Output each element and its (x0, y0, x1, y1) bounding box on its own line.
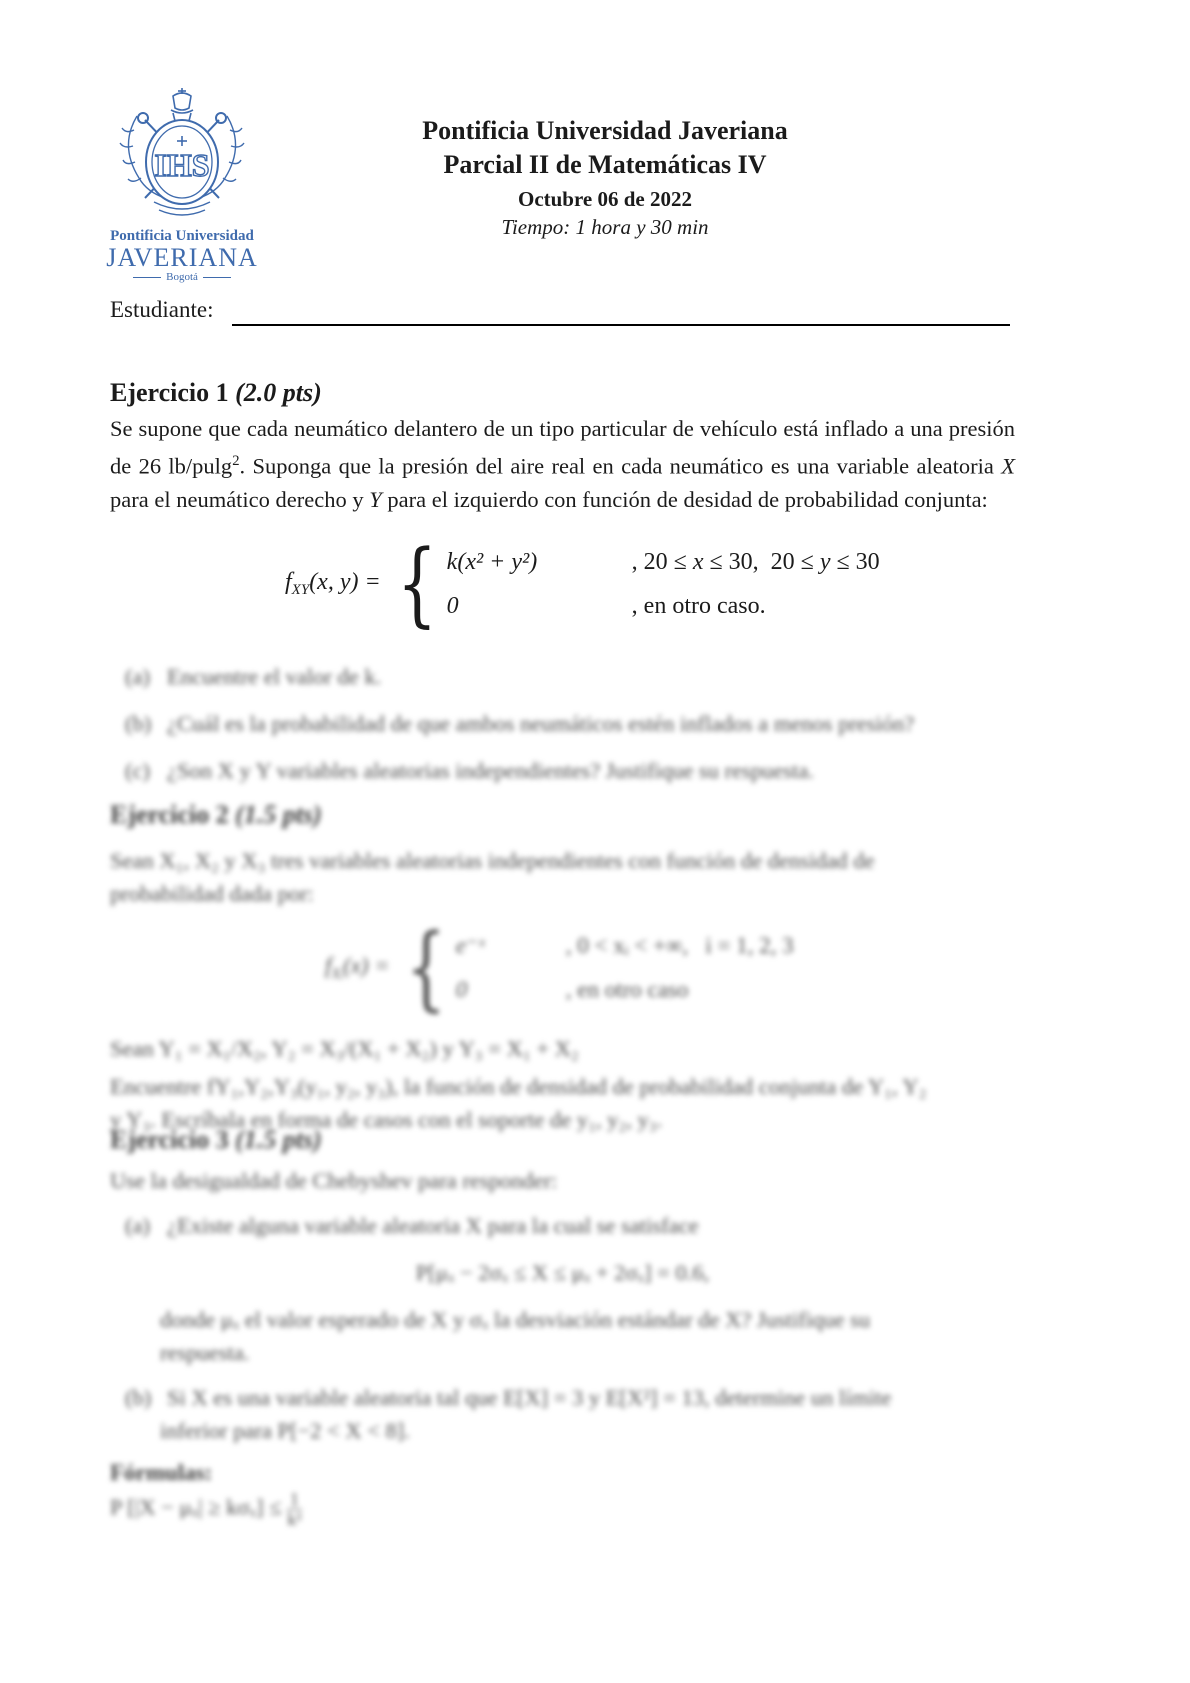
case1-value: k(x² + y²) (446, 548, 538, 575)
cond-var-y: y (819, 548, 831, 575)
exercise2-statement-line1: Sean X₁, X₂ y X₃ tres variables aleatorias independientes con función de densidad de (110, 848, 875, 873)
case2-condition: , en otro caso (565, 977, 689, 1002)
exercise1-item-b (125, 707, 1015, 740)
exercise2-points: (1.5 pts) (235, 800, 322, 829)
case-row-2 (447, 586, 880, 626)
joint-density-formula: $f_{XY}(x$, y) = { k(x² + y²) , 20 ≤ x ≤ 30, 20 ≤ y ≤ 30 0 , en otro caso. (285, 529, 880, 637)
exercise1-item-a (125, 660, 1015, 693)
exercise1-title: Ejercicio 1 (110, 378, 236, 407)
item-b-label: (b) (125, 1385, 152, 1410)
density-formula-ex2: $f_{Xᵢ}(x)$ = { e⁻ˣ , 0 < xᵢ < +∞, i = 1, 2, 3 0 , en otro caso (325, 913, 794, 1022)
exercise1-text-2: . Suponga que la presión del aire real en cada neumático es una variable aleatoria (239, 453, 1002, 479)
exercise1-text-3: para el neumático derecho y (110, 486, 370, 512)
f-symbol: f (285, 568, 292, 595)
f-subscript: Xᵢ (331, 966, 343, 982)
logo-wordmark-city (106, 271, 258, 283)
case2-value: 0 (446, 592, 459, 619)
cases-block (456, 926, 794, 1010)
case1-value: e⁻ˣ (455, 933, 485, 958)
student-name-line (232, 324, 1010, 326)
cond-var-x: x (692, 548, 704, 575)
exercise3-item-a (125, 1209, 1015, 1242)
cond-part: ≤ 30 (830, 548, 880, 575)
exercise3-intro: Use la desigualdad de Chebyshev para responder: (110, 1168, 558, 1193)
exercise3-points: (1.5 pts) (235, 1125, 322, 1154)
variable-x: X (1001, 453, 1015, 479)
case2-condition: , en otro caso. (631, 592, 766, 619)
item-a-label: (a) (125, 1213, 150, 1238)
cases-block (447, 542, 880, 626)
exponent-2: 2 (232, 453, 240, 469)
item-b-text: ¿Cuál es la probabilidad de que ambos neumáticos estén inflados a menos presión? (167, 711, 915, 736)
fraction-numerator: 1 (289, 1489, 299, 1509)
exercise1-items (110, 660, 1015, 787)
exam-header (245, 114, 965, 241)
item-c-text: ¿Son X y Y variables aleatorias independientes? Justifique su respuesta. (167, 758, 814, 783)
item-c-label: (c) (125, 758, 150, 783)
formula2-lhs (325, 953, 390, 983)
case-row-1 (447, 542, 880, 582)
ihs-monogram: IHS (154, 147, 210, 183)
item-a-text: ¿Existe alguna variable aleatoria X para la cual se satisface (167, 1213, 699, 1238)
exam-time: Tiempo: 1 hora y 30 min (501, 215, 709, 239)
logo-city-label: Bogotá (166, 271, 198, 283)
case-row-1 (456, 926, 794, 966)
exercise2-section (110, 800, 1015, 1136)
chebyshev-lhs: P [|X − μₓ| ≥ kσₓ] ≤ (110, 1494, 288, 1520)
case2-value: 0 (455, 977, 468, 1002)
item-a-continuation-2: respuesta. (160, 1340, 250, 1365)
item-a-continuation-1: donde μₓ el valor esperado de X y σₓ la desviación estándar de X? Justifique su (160, 1307, 871, 1332)
item-a-text: Encuentre el valor de k. (167, 664, 382, 689)
chebyshev-probability-formula: P[μₓ − 2σₓ ≤ X ≤ μₓ + 2σₓ] = 0.6, (415, 1260, 710, 1285)
exercise2-title: Ejercicio 2 (110, 800, 236, 829)
exam-title: Pontificia Universidad Javeriana (422, 116, 788, 145)
exercise1-text-4: para el izquierdo con función de desidad de probabilidad conjunta: (381, 486, 988, 512)
cond-part: , 20 ≤ (631, 548, 693, 575)
exercise1-statement (110, 412, 1015, 516)
logo-wordmark-line1: Pontificia Universidad (110, 228, 254, 244)
exercise1-heading (110, 378, 1015, 408)
logo-rule-left (133, 277, 161, 278)
exercise1-text-1: Se supone que cada neumático delantero de un tipo particular de vehículo está inflado a una presión de 26 lb/pulg (110, 416, 1015, 479)
exercise3-title: Ejercicio 3 (110, 1125, 236, 1154)
f-arguments: (x, y) = (309, 568, 381, 595)
exercise2-definitions: Sean Y₁ = X₁/X₂, Y₂ = X₃/(X₁ + X₂) y Y₃ = X₁ + X₂ (110, 1036, 579, 1061)
formulas-heading: Fórmulas: (110, 1460, 213, 1485)
exercise2-question-line1: Encuentre fY₁,Y₂,Y₃(y₁, y₂, y₃), la función de densidad de probabilidad conjunta de Y₁, Y₂ (110, 1074, 927, 1099)
exercise3-item-b (125, 1381, 1015, 1414)
f-subscript: XY (291, 581, 310, 598)
item-b-text-line1: Si X es una variable aleatoria tal que E[X] = 3 y E[X²] = 13, determine un límite (167, 1385, 892, 1410)
item-a-label: (a) (125, 664, 150, 689)
cond-part: ≤ 30, 20 ≤ (703, 548, 820, 575)
exercise2-question-line2: y Y₃. Escríbala en forma de casos con el soporte de y₁, y₂, y₃. (110, 1107, 663, 1132)
f-arguments: (x) = (342, 953, 390, 978)
crown-icon (171, 88, 193, 123)
formula-lhs (285, 569, 381, 599)
exam-subtitle: Parcial II de Matemáticas IV (443, 150, 767, 179)
logo-wordmark-line2: JAVERIANA (106, 243, 258, 272)
exercise3-section (110, 1125, 1015, 1447)
exercise1-points: (2.0 pts) (235, 378, 322, 407)
student-label: Estudiante: (110, 297, 214, 322)
chebyshev-inequality (110, 1490, 1015, 1529)
exercise1-section (110, 378, 1015, 637)
exercise3-heading (110, 1125, 1015, 1155)
university-crest-icon (107, 86, 257, 228)
variable-y: Y (369, 486, 382, 512)
exam-date: Octubre 06 de 2022 (517, 187, 693, 211)
case-row-2 (456, 970, 794, 1010)
formulas-section (110, 1458, 1015, 1529)
exercise2-heading (110, 800, 1015, 830)
item-b-label: (b) (125, 711, 152, 736)
fraction-one-over-k-squared (287, 1490, 301, 1529)
exercise2-statement-line2: probabilidad dada por: (110, 881, 314, 906)
item-b-text-line2: inferior para P[−2 < X < 8]. (160, 1418, 410, 1443)
logo-rule-right (203, 277, 231, 278)
case1-condition: , 0 < xᵢ < +∞, i = 1, 2, 3 (565, 933, 794, 958)
f-symbol: f (325, 953, 332, 978)
university-logo (106, 86, 258, 283)
case1-condition (632, 542, 880, 582)
fraction-denominator: k² (287, 1508, 302, 1529)
exercise1-item-c (125, 754, 1015, 787)
